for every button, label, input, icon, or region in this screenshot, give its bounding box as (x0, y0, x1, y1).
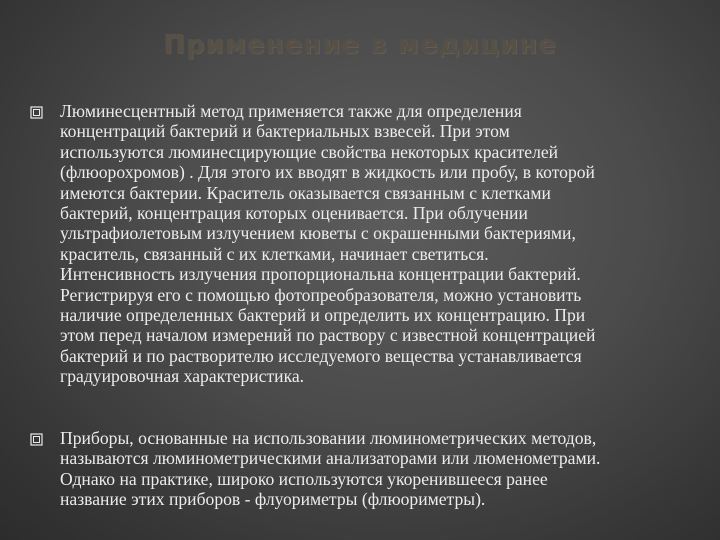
bullet-item (30, 428, 720, 510)
bullet-text: Люминесцентный метод применяется также для определения концентраций бактерий и бактериальных взвесей. При этом используются люминесцирующие свойства некоторых красителей (флюорохромов) . Для этого их вводят в жидкость или пробу, в которой имеются бактерии. Краситель оказывается связанным с клетками бактерий, концентрация которых оценивается. При облучении ультрафиолетовым излучением кюветы с окрашенными бактериями, краситель, связанный с их клетками, начинает светиться. Интенсивность излучения пропорциональна концентрации бактерий. Регистрируя его с помощью фотопреобразователя, можно установить наличие определенных бактерий и определить их концентрацию. При этом перед началом измерений по раствору с известной концентрацией бактерий и по растворителю исследуемого вещества устанавливается градуировочная характеристика. (60, 101, 596, 387)
square-bullet-icon (30, 433, 48, 447)
slide-title: Применение в медицине (163, 30, 557, 60)
square-bullet-icon (30, 106, 48, 120)
bullet-item (30, 101, 720, 387)
bullet-text: Приборы, основанные на использовании люминометрических методов, называются люминометрическими анализаторами или люменометрами. Однако на практике, широко используются укоренившееся ранее название этих приборов - флуориметры (флюориметры). (60, 428, 601, 510)
